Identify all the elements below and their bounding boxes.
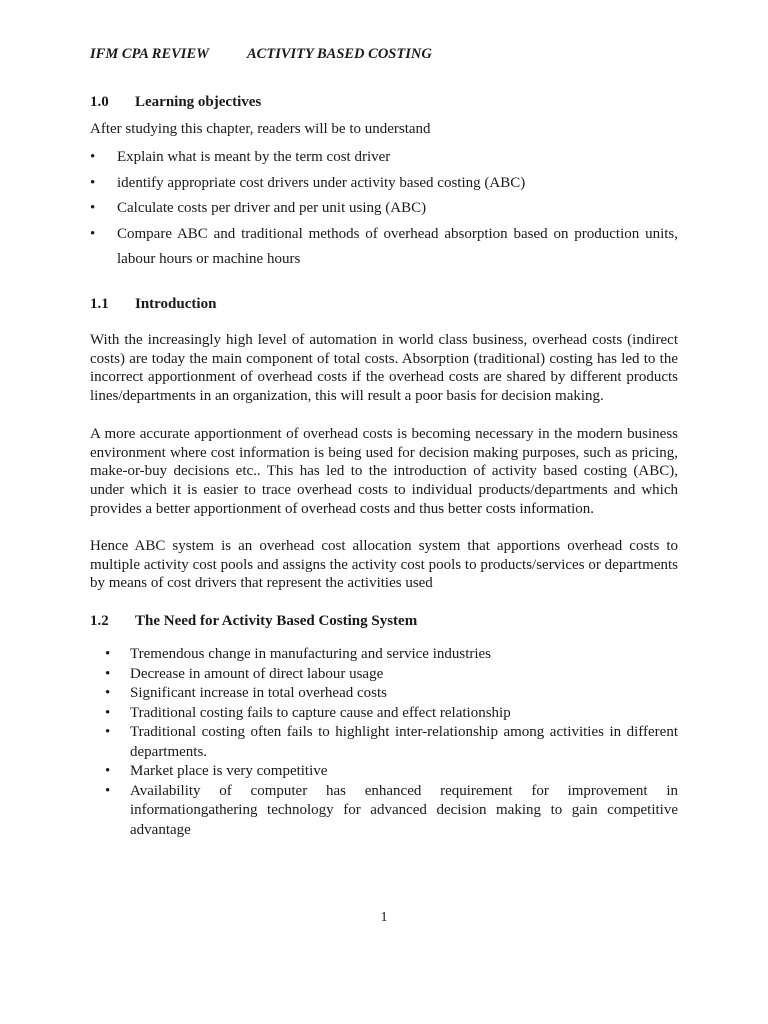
list-item-text: Traditional costing often fails to highlight inter-relationship among activities in different departments. bbox=[130, 724, 678, 760]
section-heading-introduction bbox=[90, 296, 216, 313]
intro-paragraph-3: Hence ABC system is an overhead cost allocation system that apportions overhead costs to multiple activity cost pools and assigns the activity cost pools to products/services or departments by means of cost drivers that represent the activities used bbox=[90, 538, 678, 592]
section-heading-learning-objectives bbox=[90, 94, 261, 111]
bullet-icon: • bbox=[105, 646, 111, 662]
section-title: Introduction bbox=[135, 296, 217, 312]
section-number: 1.1 bbox=[90, 296, 109, 312]
objectives-list bbox=[90, 145, 678, 273]
bullet-icon: • bbox=[90, 149, 96, 165]
list-item-text: Explain what is meant by the term cost driver bbox=[117, 149, 391, 165]
list-item-text: Availability of computer has enhanced requirement for improvement in informationgathering technology for advanced decision making to gain competitive advantage bbox=[130, 782, 678, 838]
section-heading-need-for-abc bbox=[90, 613, 417, 630]
header-course-title: IFM CPA REVIEW bbox=[90, 46, 210, 62]
bullet-icon: • bbox=[105, 763, 111, 779]
bullet-icon: • bbox=[90, 200, 96, 216]
section-title: Learning objectives bbox=[135, 94, 262, 110]
need-list bbox=[105, 645, 678, 840]
list-item-text: Compare ABC and traditional methods of overhead absorption based on production units, labour hours or machine hours bbox=[117, 225, 678, 267]
list-item bbox=[90, 222, 678, 273]
list-item-text: Calculate costs per driver and per unit using (ABC) bbox=[117, 200, 427, 216]
list-item-text: Traditional costing fails to capture cause and effect relationship bbox=[130, 704, 511, 721]
section-number: 1.0 bbox=[90, 94, 109, 110]
list-item-text: Tremendous change in manufacturing and service industries bbox=[130, 646, 492, 662]
list-item bbox=[105, 645, 678, 665]
bullet-icon: • bbox=[90, 225, 96, 242]
running-header bbox=[90, 46, 432, 63]
bullet-icon: • bbox=[105, 685, 111, 701]
list-item bbox=[90, 145, 678, 171]
bullet-icon: • bbox=[105, 704, 111, 721]
list-item bbox=[90, 196, 678, 222]
list-item-text: identify appropriate cost drivers under activity based costing (ABC) bbox=[117, 174, 526, 191]
bullet-icon: • bbox=[105, 665, 111, 682]
list-item bbox=[105, 762, 678, 782]
bullet-icon: • bbox=[90, 174, 96, 191]
header-chapter-title: ACTIVITY BASED COSTING bbox=[247, 46, 432, 62]
list-item bbox=[105, 684, 678, 704]
section-title: The Need for Activity Based Costing System bbox=[135, 613, 418, 629]
bullet-icon: • bbox=[105, 724, 111, 740]
list-item-text: Significant increase in total overhead costs bbox=[130, 685, 387, 701]
list-item-text: Market place is very competitive bbox=[130, 763, 328, 779]
page-number: 1 bbox=[380, 910, 388, 925]
intro-paragraph-1: With the increasingly high level of automation in world class business, overhead costs (indirect costs) are today the main component of total costs. Absorption (traditional) costing has led to the incorrect apportionment of overhead costs if the overhead costs are shared by different products lines/departments in an organization, this will result a poor basis for decision making. bbox=[90, 332, 678, 405]
intro-paragraph-2: A more accurate apportionment of overhead costs is becoming necessary in the modern business environment where cost information is being used for decision making purposes, such as pricing, make-or-buy decisions etc.. This has led to the introduction of activity based costing (ABC), under which it is easier to trace overhead costs to individual products/departments and which provides a better apportionment of overhead costs and thus better costs information. bbox=[90, 426, 678, 517]
list-item bbox=[90, 171, 678, 197]
list-item bbox=[105, 782, 678, 841]
bullet-icon: • bbox=[105, 782, 111, 799]
list-item bbox=[105, 723, 678, 762]
list-item bbox=[105, 704, 678, 724]
list-item bbox=[105, 665, 678, 685]
objectives-intro: After studying this chapter, readers will be to understand bbox=[90, 121, 431, 137]
section-number: 1.2 bbox=[90, 613, 109, 629]
list-item-text: Decrease in amount of direct labour usage bbox=[130, 665, 384, 682]
